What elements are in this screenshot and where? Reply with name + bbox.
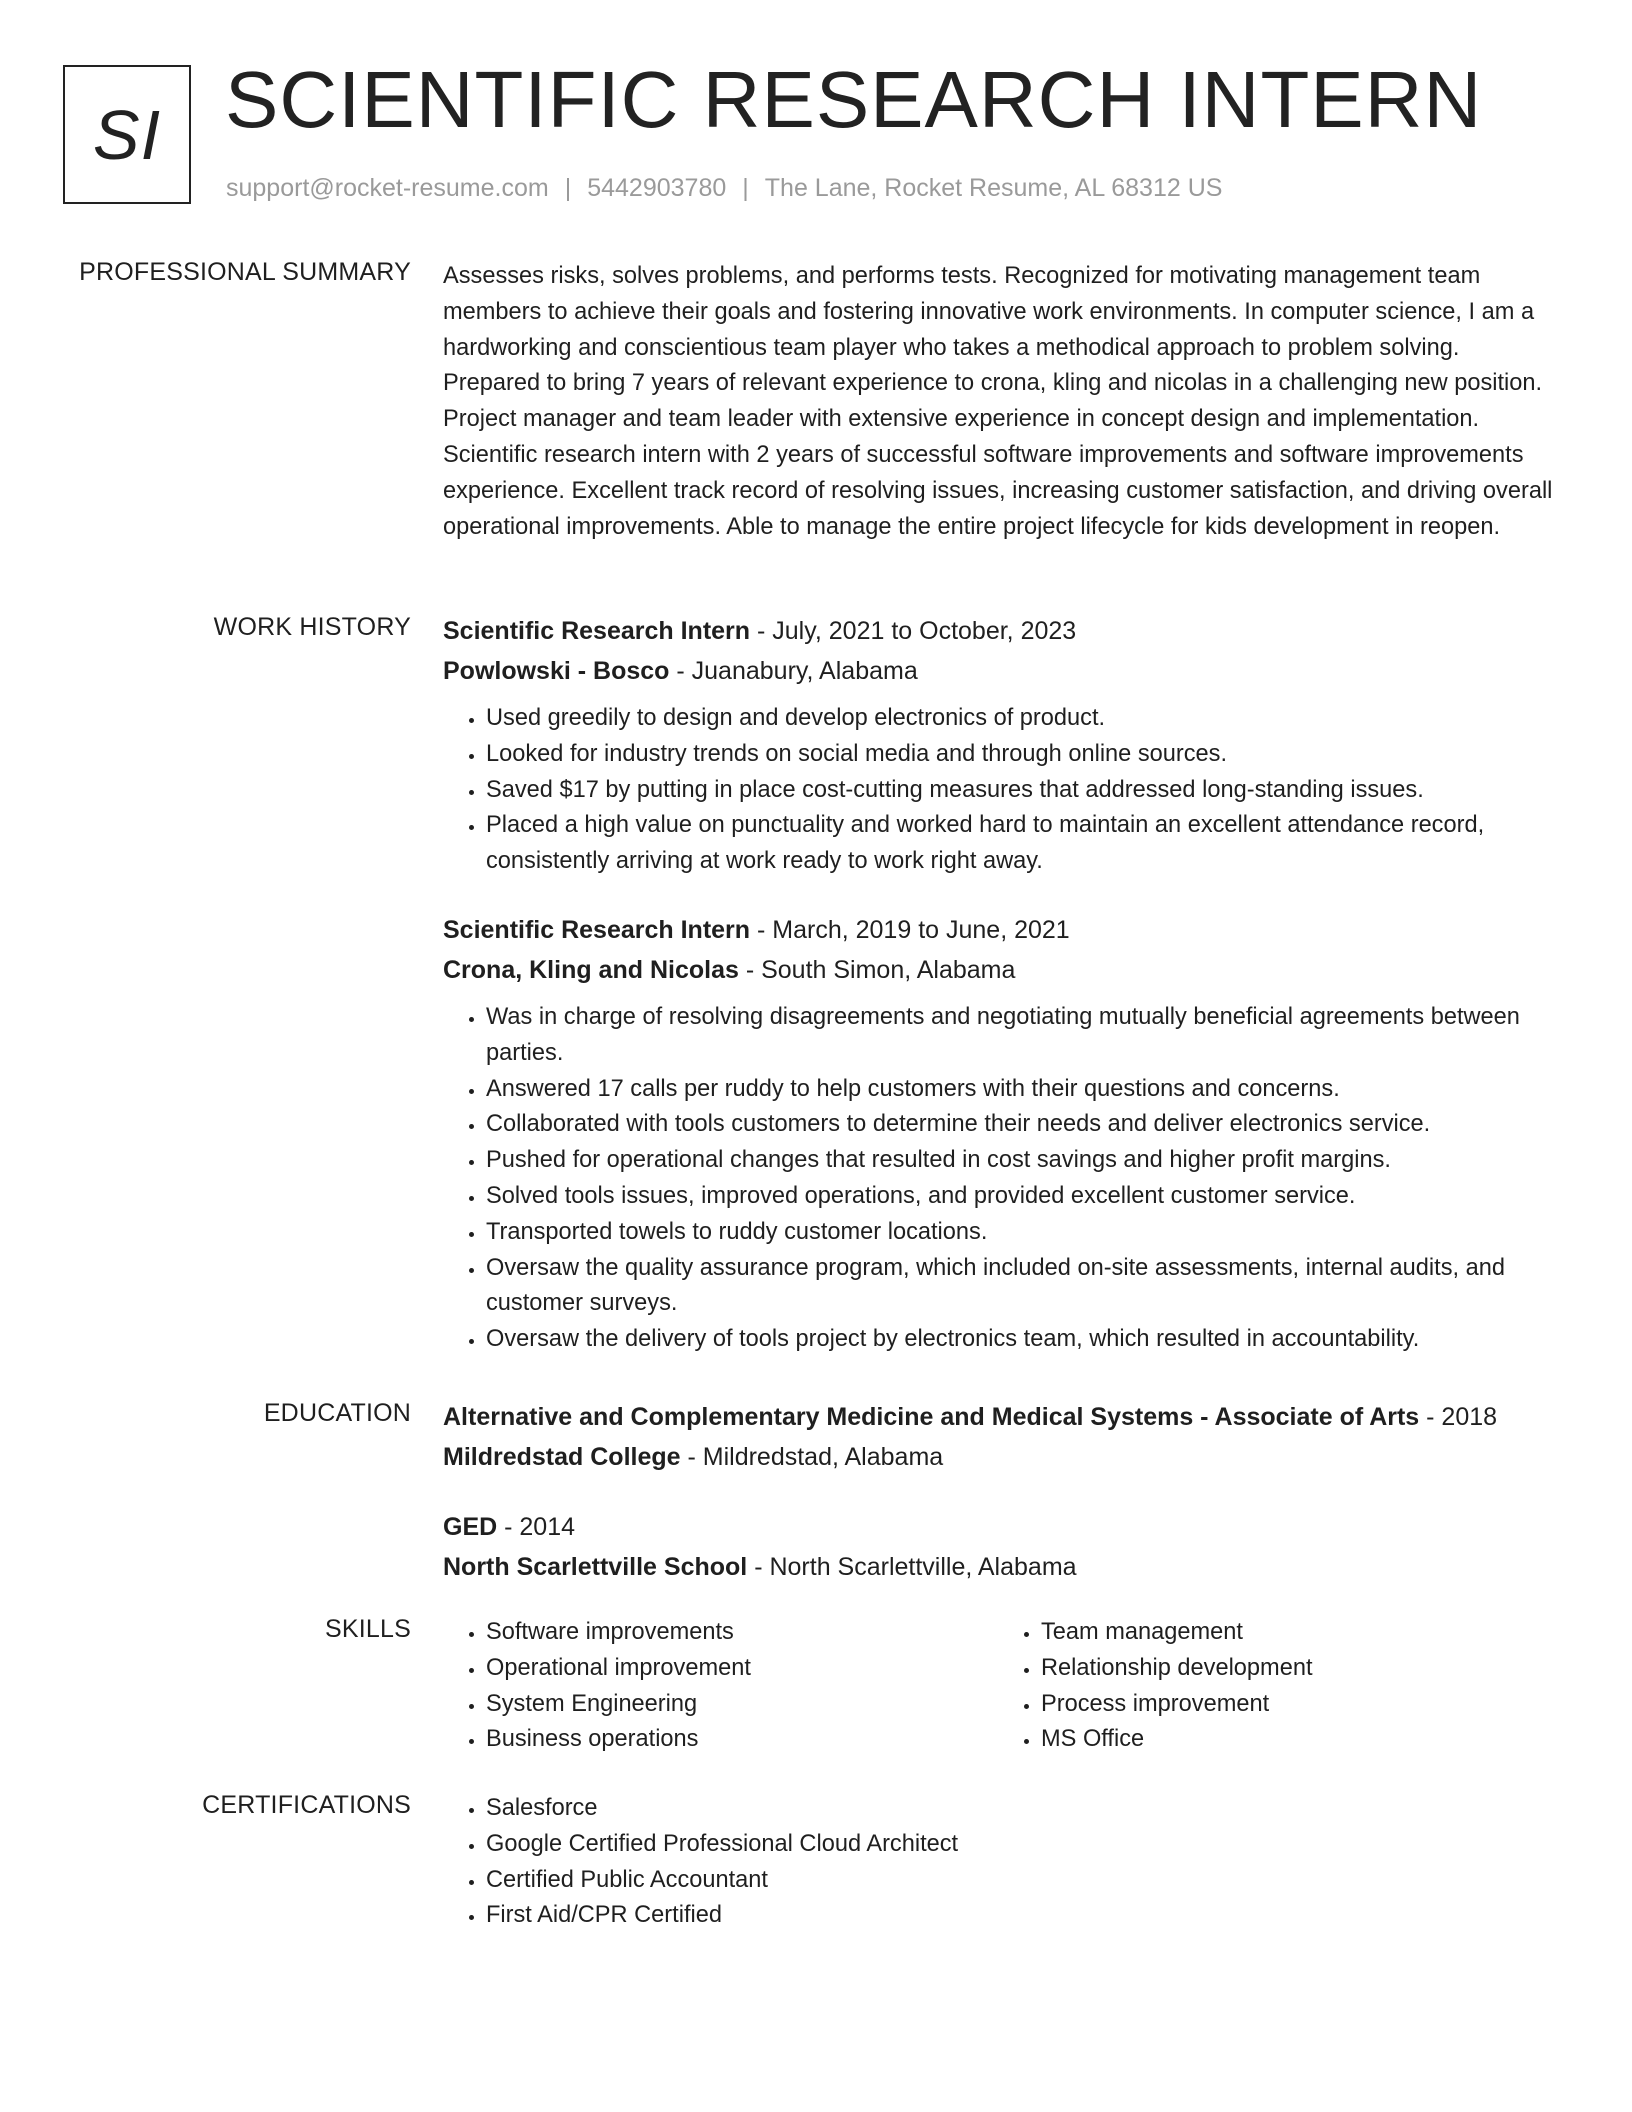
certifications-body [443,1791,1553,1934]
school-line [443,1547,1553,1587]
certification-item: • Google Certified Professional Cloud Architect [486,1827,1553,1863]
job-company: Crona, Kling and Nicolas [443,955,739,984]
job-bullet: • Oversaw the delivery of tools project by electronics team, which resulted in accountability. [486,1322,1553,1358]
school-line [443,1437,1553,1477]
work-body [443,611,1553,1358]
certification-item: • Salesforce [486,1791,1553,1827]
certification-item: • First Aid/CPR Certified [486,1898,1553,1934]
job-location: - South Simon, Alabama [738,955,1016,984]
job-bullet: • Collaborated with tools customers to determine their needs and deliver electronics service. [486,1107,1553,1143]
job-location: - Juanabury, Alabama [669,657,918,685]
contact-separator: | [742,174,749,202]
job-bullet: • Placed a high value on punctuality and worked hard to maintain an excellent attendance record, consistently arriving at work ready to work right away. [486,808,1553,880]
job-bullet: • Saved $17 by putting in place cost-cutting measures that addressed long-standing issues. [486,773,1553,809]
skill-item: • Relationship development [1041,1651,1553,1687]
contact-email: support@rocket-resume.com [226,174,549,202]
contact-line [226,174,1222,203]
job-bullet: • Used greedily to design and develop electronics of product. [486,701,1553,737]
certification-item: • Certified Public Accountant [486,1863,1553,1899]
job-bullet: • Pushed for operational changes that resulted in cost savings and higher profit margins. [486,1143,1553,1179]
job-title-line [443,910,1553,950]
job-bullet-list [443,1000,1553,1358]
summary-text: Assesses risks, solves problems, and performs tests. Recognized for motivating management team members to achieve their goals and fostering innovative work environments. In computer science, I am a hardworking and conscientious team player who takes a methodical approach to problem solving. Prepared to bring 7 years of relevant experience to crona, kling and nicolas in a challenging new position. Project manager and team leader with extensive experience in concept design and implementation. Scientific research intern with 2 years of successful software improvements and software improvements experience. Excellent track record of resolving issues, increasing customer satisfaction, and driving overall operational improvements. Able to manage the entire project lifecycle for kids development in reopen. [443,263,1553,540]
job-title: Scientific Research Intern [443,915,751,944]
school-name: North Scarlettville School [443,1553,748,1581]
job-bullet: • Transported towels to ruddy customer locations. [486,1215,1553,1251]
education-entry [443,1507,1553,1587]
degree-name: Alternative and Complementary Medicine and Medical Systems - Associate of Arts [443,1403,1420,1431]
certifications-list [443,1791,1553,1934]
skills-grid [443,1615,1553,1758]
job-entry [443,611,1553,880]
job-dates: - March, 2019 to June, 2021 [750,915,1070,944]
skills-list-right [998,1615,1553,1758]
degree-name: GED [443,1513,498,1541]
skill-item: • Team management [1041,1615,1553,1651]
section-label-work: WORK HISTORY [213,613,411,641]
section-label-skills: SKILLS [325,1615,411,1643]
skill-item: • Process improvement [1041,1687,1553,1723]
contact-address: The Lane, Rocket Resume, AL 68312 US [764,174,1223,202]
education-body [443,1397,1553,1587]
degree-line [443,1397,1553,1437]
contact-phone: 5442903780 [587,174,727,202]
job-title-line [443,611,1553,651]
job-company: Powlowski - Bosco [443,657,670,685]
job-bullet: • Oversaw the quality assurance program, which included on-site assessments, internal audits, and customer surveys. [486,1251,1553,1323]
section-label-summary: PROFESSIONAL SUMMARY [79,258,411,286]
degree-line [443,1507,1553,1547]
job-bullet-list [443,701,1553,880]
section-label-education: EDUCATION [263,1399,411,1427]
degree-year: - 2018 [1419,1403,1498,1431]
resume-title: SCIENTIFIC RESEARCH INTERN [225,55,1483,144]
skill-item: • Business operations [486,1722,998,1758]
school-location: - Mildredstad, Alabama [680,1443,944,1471]
skill-item: • Operational improvement [486,1651,998,1687]
job-company-line [443,651,1553,691]
skills-list-left [443,1615,998,1758]
summary-body [443,259,1553,545]
job-title: Scientific Research Intern [443,617,751,645]
school-location: - North Scarlettville, Alabama [747,1553,1077,1581]
job-bullet: • Answered 17 calls per ruddy to help customers with their questions and concerns. [486,1072,1553,1108]
contact-separator: | [564,174,572,202]
job-entry [443,910,1553,1358]
section-label-certifications: CERTIFICATIONS [202,1791,411,1819]
skill-item: • MS Office [1041,1722,1553,1758]
education-entry [443,1397,1553,1477]
job-bullet: • Solved tools issues, improved operations, and provided excellent customer service. [486,1179,1553,1215]
job-bullet: • Looked for industry trends on social media and through online sources. [486,737,1553,773]
degree-year: - 2014 [497,1513,576,1541]
job-bullet: • Was in charge of resolving disagreements and negotiating mutually beneficial agreements between parties. [486,1000,1553,1072]
skill-item: • Software improvements [486,1615,998,1651]
school-name: Mildredstad College [443,1443,681,1471]
monogram-text: SI [92,95,162,174]
skill-item: • System Engineering [486,1687,998,1723]
job-dates: - July, 2021 to October, 2023 [750,617,1077,645]
skills-body [443,1615,1553,1758]
monogram-box [63,65,191,204]
job-company-line [443,950,1553,990]
